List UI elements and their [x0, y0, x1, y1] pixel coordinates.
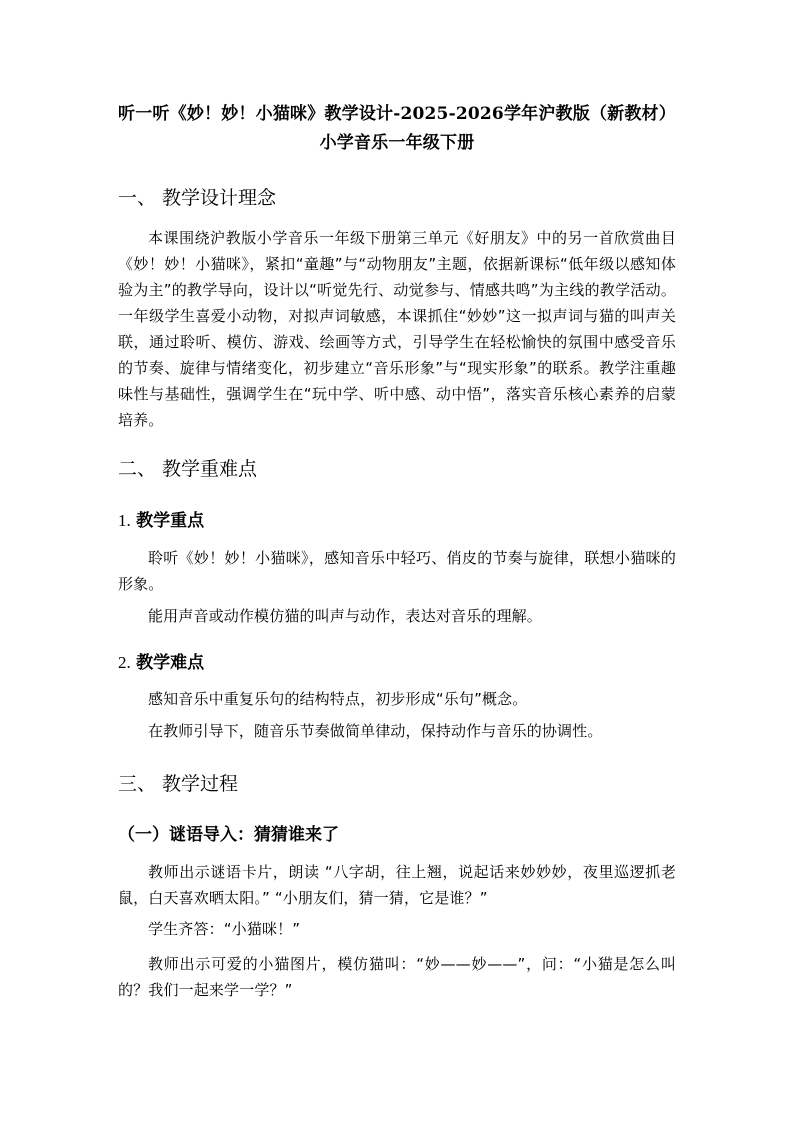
design-concept-paragraph: 本课围绕沪教版小学音乐一年级下册第三单元《好朋友》中的另一首欣赏曲目《妙！妙！小猫咪》，紧扣“童趣”与“动物朋友”主题，依据新课标“低年级以感知体验为主”的教学导向，设计以“听觉先行、动觉参与、情感共鸣”为主线的教学活动。一年级学生喜爱小动物，对拟声词敏感，本课抓住“妙妙”这一拟声词与猫的叫声关联，通过聆听、模仿、游戏、绘画等方式，引导学生在轻松愉快的氛围中感受音乐的节奏、旋律与情绪变化，初步建立“音乐形象”与“现实形象”的联系。教学注重趣味性与基础性，强调学生在“玩中学、听中感、动中悟”，落实音乐核心素养的启蒙培养。 — [118, 229, 676, 429]
riddle-intro-paragraph-3: 教师出示可爱的小猫图片，模仿猫叫：“妙——妙——”，问：“小猫是怎么叫的？我们一起来学一学？” — [118, 955, 676, 999]
document-title: 听一听《妙！妙！小猫咪》教学设计-2025-2026学年沪教版（新教材）小学音乐一年级下册 — [118, 104, 676, 153]
subheading-number: 1. — [118, 511, 131, 530]
riddle-intro-paragraph-2: 学生齐答：“小猫咪！” — [148, 920, 301, 938]
subheading-text: 教学难点 — [136, 653, 205, 673]
subheading-teaching-difficulty — [118, 652, 204, 674]
section-heading-key-difficult-points: 二、 教学重难点 — [118, 458, 258, 480]
teaching-focus-paragraph-2: 能用声音或动作模仿猫的叫声与动作，表达对音乐的理解。 — [148, 607, 542, 625]
subheading-teaching-focus — [118, 510, 204, 532]
riddle-intro-paragraph-1: 教师出示谜语卡片，朗读 “八字胡，往上翘，说起话来妙妙妙，夜里巡逻抓老鼠，白天喜欢晒太阳。” “小朋友们，猜一猜，它是谁？” — [118, 863, 676, 907]
subheading-riddle-intro: （一）谜语导入：猜猜谁来了 — [118, 825, 339, 845]
subheading-number: 2. — [118, 653, 131, 672]
teaching-difficulty-paragraph-2: 在教师引导下，随音乐节奏做简单律动，保持动作与音乐的协调性。 — [148, 722, 603, 740]
section-heading-design-concept: 一、 教学设计理念 — [118, 187, 277, 209]
teaching-difficulty-paragraph-1: 感知音乐中重复乐句的结构特点，初步形成“乐句”概念。 — [148, 690, 528, 708]
section-heading-teaching-process: 三、 教学过程 — [118, 773, 239, 795]
teaching-focus-paragraph-1: 聆听《妙！妙！小猫咪》，感知音乐中轻巧、俏皮的节奏与旋律，联想小猫咪的形象。 — [118, 549, 676, 593]
subheading-text: 教学重点 — [136, 511, 205, 531]
